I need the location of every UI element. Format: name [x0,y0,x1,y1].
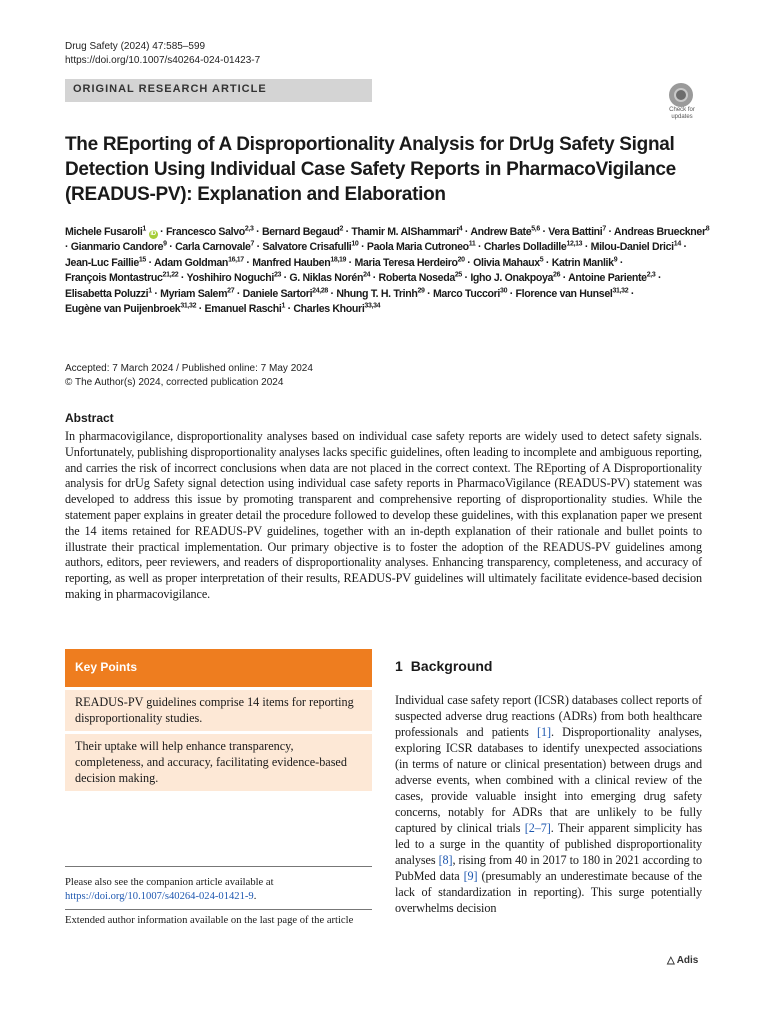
author-name[interactable]: Thamir M. AlShammari$^4$ [351,225,463,238]
author-name[interactable]: Milou-Daniel Drici$^{14}$ [590,240,681,254]
author-name[interactable]: Nhung T. H. Trinh$^{29}$ [336,287,425,300]
author-name[interactable]: Adam Goldman$^{16,17}$ [153,256,244,269]
companion-article-note: Please also see the companion article available at https://doi.org/10.1007/s40264-024-01421-9. [65,877,274,902]
author-name[interactable]: Marco Tuccori$^{30}$ [432,287,508,300]
footnote-divider [65,909,372,910]
author-name[interactable]: Francesco Salvo$^{2,3}$ [165,225,254,238]
key-points-header [65,649,372,687]
accepted-published-dates: Accepted: 7 March 2024 / Published online: 7 May 2024 [65,363,313,374]
abstract-heading: Abstract [65,411,114,425]
author-affiliation: 31,32 [180,302,197,310]
author-affiliation: 24,28 [312,287,328,295]
extended-author-note: Extended author information available on the last page of the article [65,915,354,926]
author-affiliation: 21,22 [162,271,179,279]
footnote-divider [65,866,372,867]
author-affiliation: 1 [148,287,152,295]
article-type-label: ORIGINAL RESEARCH ARTICLE [73,83,267,95]
key-points-box [65,649,372,791]
section-number: 1 [395,658,403,674]
abstract-text: In pharmacovigilance, disproportionality analyses based on individual case safety reports are widely used to detect safety signals. Unfortunately, publishing disproportionality analyses lacks specific guidelines, often leading to incomplete and ambiguous reporting, and carries the risk of incorrect conclusions when data are not placed in the correct context. The REporting of A Disproportionality analysis for drUg Safety signal detection using individual case safety reports in PharmacoVigilance (READUS-PV) statement was developed to address this issue by promoting transparent and comprehensive reporting of disproportionality studies. While the statement paper explains in greater detail the procedure followed to develop these guidelines, with this explanation paper we present the 14 items retained for READUS-PV guidelines, together with an in-depth explanation of their rationale and bullet points to illustrate their practical implementation. Our primary objective is to foster the adoption of the READUS-PV guidelines among authors, editors, peer reviewers, and readers of disproportionality analyses. Enhancing transparency, completeness, and accuracy of reporting, as well as proper interpretation of their results, READUS-PV guidelines will ultimately facilitate evidence-based decision making in pharmacovigilance. [65,429,702,601]
orcid-icon[interactable]: iD [150,231,156,237]
publisher-logo [667,955,698,966]
section-paragraph: Individual case safety report (ICSR) databases collect reports of suspected adverse drug reactions (ADRs) from both healthcare professionals and patients [1]. Disproportionality analyses, exploring ICSR databases to identify unexpected associations (in terms of nature or clinical presentation) between drugs and adverse events, when combined with a clinical review of the cases, provide valuable insight into emerging drug safety concerns, notably for ADRs that are unlikely to be fully captured by clinical trials [2–7]. Their apparent simplicity has led to a surge in the quantity of published disproportionality analyses [8], rising from 40 in 2017 to 180 in 2021 according to PubMed data [9] (presumably an underestimate because of the lack of standardization in reporting). This surge potentially overwhelms decision [395,693,702,915]
author-affiliation: 27 [227,287,235,295]
section-title: Background [410,658,493,674]
author-affiliation: 2,3 [646,271,656,279]
author-affiliation: 15 [138,256,146,264]
author-name[interactable]: Paola Maria Cutroneo$^{11}$ [366,240,476,254]
companion-article-link[interactable]: https://doi.org/10.1007/s40264-024-01421-9 [65,891,254,902]
author-affiliation: 10 [351,240,359,248]
author-name[interactable]: Antoine Pariente$^{2,3}$ [568,271,656,285]
author-name[interactable]: Yoshihiro Noguchi$^{23}$ [186,271,282,285]
author-affiliation: 5 [539,256,544,264]
key-point-item: Their uptake will help enhance transparency, completeness, and accuracy, facilitating evidence-based decision making. [65,734,372,791]
article-title: The REporting of A Disproportionality Analysis for DrUg Safety Signal Detection Using Individual Case Safety Reports in PharmacoVigilance (READUS-PV): Explanation and Elaboration [65,134,676,205]
author-name[interactable]: Michele Fusaroli$^1$ iD [65,225,156,238]
author-name[interactable]: Elisabetta Poluzzi$^1$ [65,287,152,300]
author-name[interactable]: Vera Battini$^7$ [548,225,606,238]
author-name[interactable]: Andreas Brueckner$^8$ [613,225,710,238]
author-affiliation: 8 [705,225,710,233]
citation-link[interactable]: [1] [537,725,551,739]
author-name[interactable]: Salvatore Crisafulli$^{10}$ [262,240,359,254]
author-name[interactable]: Gianmario Candore$^9$ [70,240,167,254]
adis-triangle-icon: △ [667,955,675,966]
publisher-name: Adis [676,955,699,966]
author-affiliation: 25 [454,271,462,279]
key-points-heading: Key Points [75,660,138,674]
author-affiliation: 33,34 [364,302,381,310]
author-affiliation: 23 [273,271,282,279]
section-heading [395,658,492,674]
journal-doi[interactable]: https://doi.org/10.1007/s40264-024-01423-7 [65,55,261,66]
author-affiliation: 12,13 [566,240,583,248]
author-name[interactable]: Charles Dolladille$^{12,13}$ [483,240,583,254]
author-affiliation: 31,32 [612,287,629,295]
author-affiliation: 20 [457,256,465,264]
copyright-notice: © The Author(s) 2024, corrected publication 2024 [65,377,284,388]
author-name[interactable]: Emanuel Raschi$^1$ [204,302,285,316]
author-name[interactable]: Manfred Hauben$^{18,19}$ [252,256,347,269]
author-affiliation: 29 [417,287,425,295]
check-for-updates-icon [669,83,693,107]
author-name[interactable]: François Montastruc$^{21,22}$ [65,271,179,285]
author-affiliation: 9 [613,256,618,264]
author-affiliation: 18,19 [330,256,347,264]
author-affiliation: 16,17 [228,256,244,264]
author-affiliation: 1 [142,225,146,233]
author-name[interactable]: Jean-Luc Faillie$^{15}$ [65,256,146,269]
author-name[interactable]: Olivia Mahaux$^5$ [473,256,544,269]
author-name[interactable]: G. Niklas Norén$^{24}$ [289,271,371,285]
author-affiliation: 11 [468,240,476,248]
key-point-item: READUS-PV guidelines comprise 14 items for reporting disproportionality studies. [65,690,372,731]
author-affiliation: 7 [602,225,606,233]
article-type-banner [65,79,372,102]
publication-dates [65,362,313,390]
check-for-updates-label: Check for updates [669,107,695,120]
author-name[interactable]: Eugène van Puijenbroek$^{31,32}$ [65,302,197,316]
author-affiliation: 9 [163,240,167,248]
author-list: Michele Fusaroli$^1$ iD · Francesco Salvo$^{2,3}$ · Bernard Begaud$^2$ · Thamir M. AlShammari$^4$ · Andrew Bate$^{5,6}$ · Vera Battini$^7$ · Andreas Brueckner$^8$ · Gianmario Candore$^9$ · Carla Carnovale$^7$ · Salvatore Crisafulli$^{10}$ · Paola Maria Cutroneo$^{11}$ · Charles Dolladille$^{12,13}$ · Milou-Daniel Drici$^{14}$ · Jean-Luc Faillie$^{15}$ · Adam Goldman$^{16,17}$ · Manfred Hauben$^{18,19}$ · Maria Teresa Herdeiro$^{20}$ · Olivia Mahaux$^5$ · Katrin Manlik$^9$ · François Montastruc$^{21,22}$ · Yoshihiro Noguchi$^{23}$ · G. Niklas Norén$^{24}$ · Roberta Noseda$^{25}$ · Igho J. Onakpoya$^{26}$ · Antoine Pariente$^{2,3}$ · Elisabetta Poluzzi$^1$ · Myriam Salem$^{27}$ · Daniele Sartori$^{24,28}$ · Nhung T. H. Trinh$^{29}$ · Marco Tuccori$^{30}$ · Florence van Hunsel$^{31,32}$ · Eugène van Puijenbroek$^{31,32}$ · Emanuel Raschi$^1$ · Charles Khouri$^{33,34}$ [65,225,710,316]
author-name[interactable]: Charles Khouri$^{33,34}$ [293,302,381,316]
author-name[interactable]: Carla Carnovale$^7$ [175,240,255,254]
author-affiliation: 30 [500,287,508,295]
author-name[interactable]: Florence van Hunsel$^{31,32}$ [515,287,629,300]
author-affiliation: 2,3 [244,225,254,233]
author-affiliation: 4 [458,225,463,233]
author-affiliation: 26 [553,271,561,279]
check-for-updates-button[interactable] [662,83,702,123]
journal-header [65,40,260,68]
author-affiliation: 7 [250,240,255,248]
citation-link[interactable]: [8] [438,853,453,867]
citation-link[interactable]: [9] [463,869,478,883]
author-affiliation: 14 [673,240,681,248]
citation-link[interactable]: [2–7] [524,821,551,835]
author-name[interactable]: Katrin Manlik$^9$ [551,256,618,269]
author-name[interactable]: Myriam Salem$^{27}$ [160,287,235,300]
author-name[interactable]: Andrew Bate$^{5,6}$ [470,225,540,238]
author-name[interactable]: Daniele Sartori$^{24,28}$ [242,287,328,300]
author-name[interactable]: Maria Teresa Herdeiro$^{20}$ [354,256,465,269]
author-affiliation: 24 [363,271,371,279]
author-affiliation: 5,6 [531,225,540,233]
author-affiliation: 1 [281,302,285,310]
author-name[interactable]: Bernard Begaud$^2$ [261,225,344,238]
author-name[interactable]: Igho J. Onakpoya$^{26}$ [470,271,561,285]
journal-citation: Drug Safety (2024) 47:585–599 [65,41,206,52]
author-name[interactable]: Roberta Noseda$^{25}$ [378,271,462,285]
author-affiliation: 2 [339,225,344,233]
